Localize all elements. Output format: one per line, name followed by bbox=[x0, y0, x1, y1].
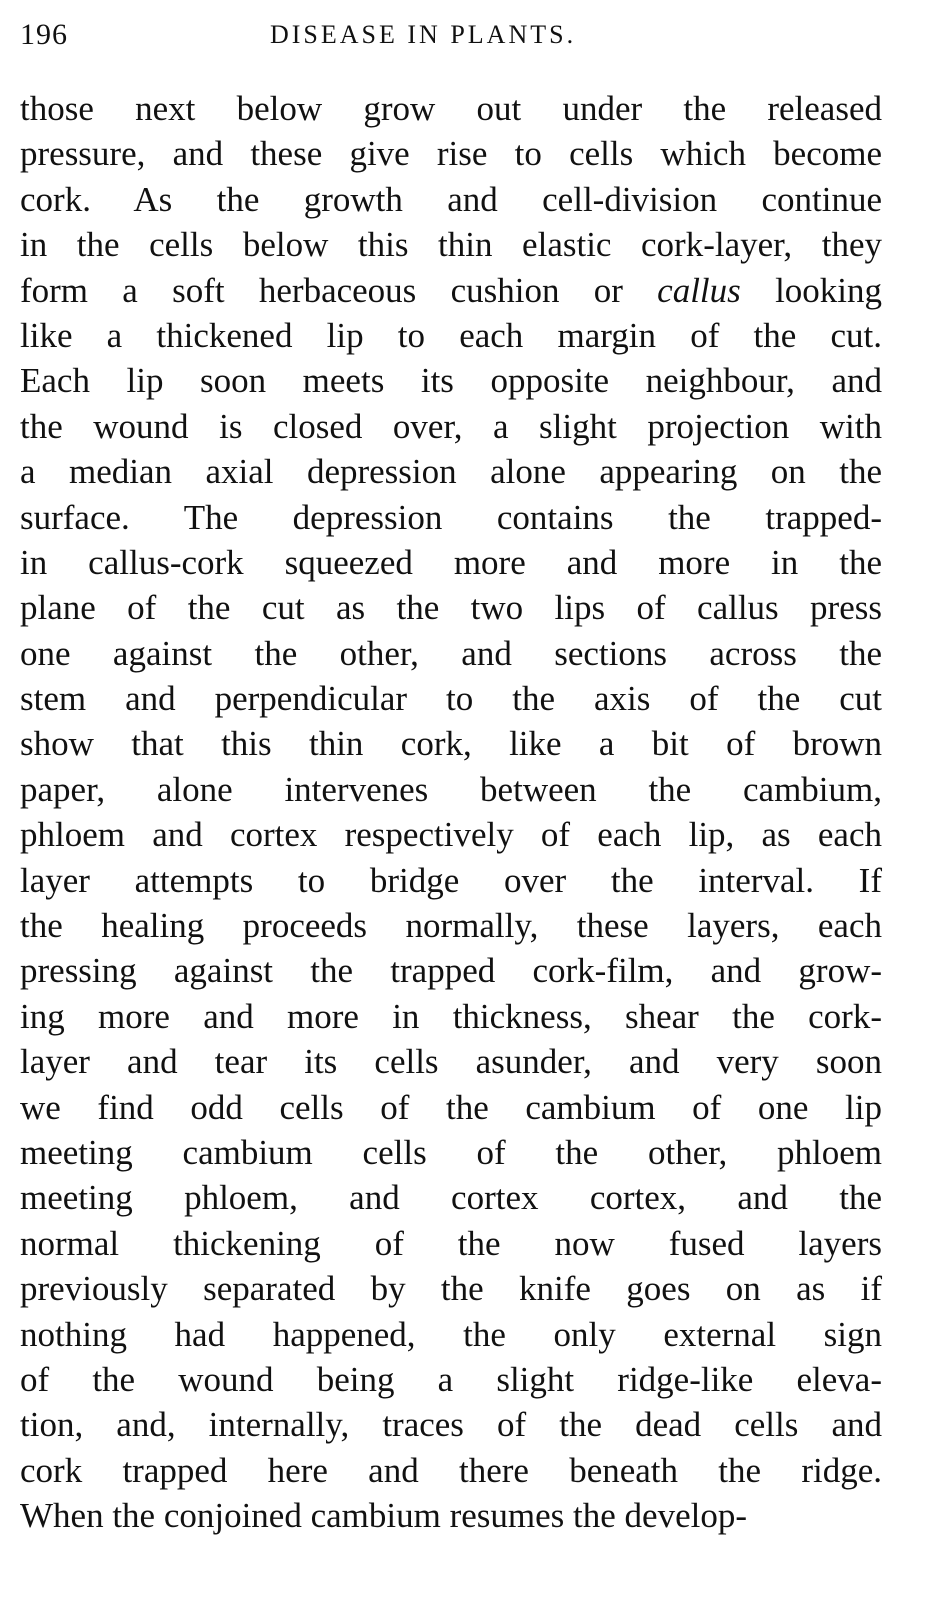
text-line: meeting cambium cells of the other, phloem bbox=[20, 1132, 882, 1172]
text-line: pressure, and these give rise to cells which become bbox=[20, 134, 882, 174]
text-line: normal thickening of the now fused layers bbox=[20, 1223, 882, 1263]
text-line: paper, alone intervenes between the cambium, bbox=[20, 769, 882, 809]
text-line: phloem and cortex respectively of each lip, as each bbox=[20, 815, 882, 855]
text-line: the wound is closed over, a slight projection with bbox=[20, 406, 882, 446]
text-line: one against the other, and sections across the bbox=[20, 633, 882, 673]
running-title: DISEASE IN PLANTS. bbox=[270, 20, 577, 49]
running-head bbox=[20, 18, 888, 58]
text-line: those next below grow out under the released bbox=[20, 89, 882, 128]
text-line: When the conjoined cambium resumes the develop- bbox=[20, 1496, 747, 1536]
text-line: the healing proceeds normally, these layers, each bbox=[20, 906, 882, 946]
italic-term-callus: callus bbox=[657, 270, 741, 310]
text-line: plane of the cut as the two lips of callus press bbox=[20, 588, 882, 628]
text-line: like a thickened lip to each margin of the cut. bbox=[20, 315, 882, 355]
text-line: of the wound being a slight ridge-like eleva- bbox=[20, 1359, 882, 1399]
text-line: layer attempts to bridge over the interval. If bbox=[20, 860, 882, 900]
text-line: in callus-cork squeezed more and more in the bbox=[20, 542, 882, 582]
text-line: surface. The depression contains the trapped- bbox=[20, 497, 882, 537]
text-line: in the cells below this thin elastic cork-layer, they bbox=[20, 225, 882, 265]
text-line: stem and perpendicular to the axis of the cut bbox=[20, 679, 882, 719]
text-line: previously separated by the knife goes on as if bbox=[20, 1269, 882, 1309]
text-line: cork. As the growth and cell-division continue bbox=[20, 179, 882, 219]
page-number: 196 bbox=[20, 18, 68, 51]
text-line: cork trapped here and there beneath the ridge. bbox=[20, 1450, 882, 1490]
text-line: tion, and, internally, traces of the dead cells and bbox=[20, 1405, 882, 1445]
text-line-start: form a soft herbaceous cushion or bbox=[20, 270, 623, 310]
text-line: show that this thin cork, like a bit of brown bbox=[20, 724, 882, 764]
text-line-end: looking bbox=[775, 270, 883, 310]
body-text bbox=[20, 86, 882, 1539]
text-line bbox=[20, 268, 882, 313]
text-line: nothing had happened, the only external sign bbox=[20, 1314, 882, 1354]
text-line: layer and tear its cells asunder, and very soon bbox=[20, 1042, 882, 1082]
text-line: a median axial depression alone appearing on the bbox=[20, 452, 882, 492]
text-line: ing more and more in thickness, shear the cork- bbox=[20, 996, 882, 1036]
text-line: Each lip soon meets its opposite neighbour, and bbox=[20, 361, 882, 401]
text-line: pressing against the trapped cork-film, and grow- bbox=[20, 951, 882, 991]
text-line: meeting phloem, and cortex cortex, and the bbox=[20, 1178, 882, 1218]
text-line: we find odd cells of the cambium of one lip bbox=[20, 1087, 882, 1127]
